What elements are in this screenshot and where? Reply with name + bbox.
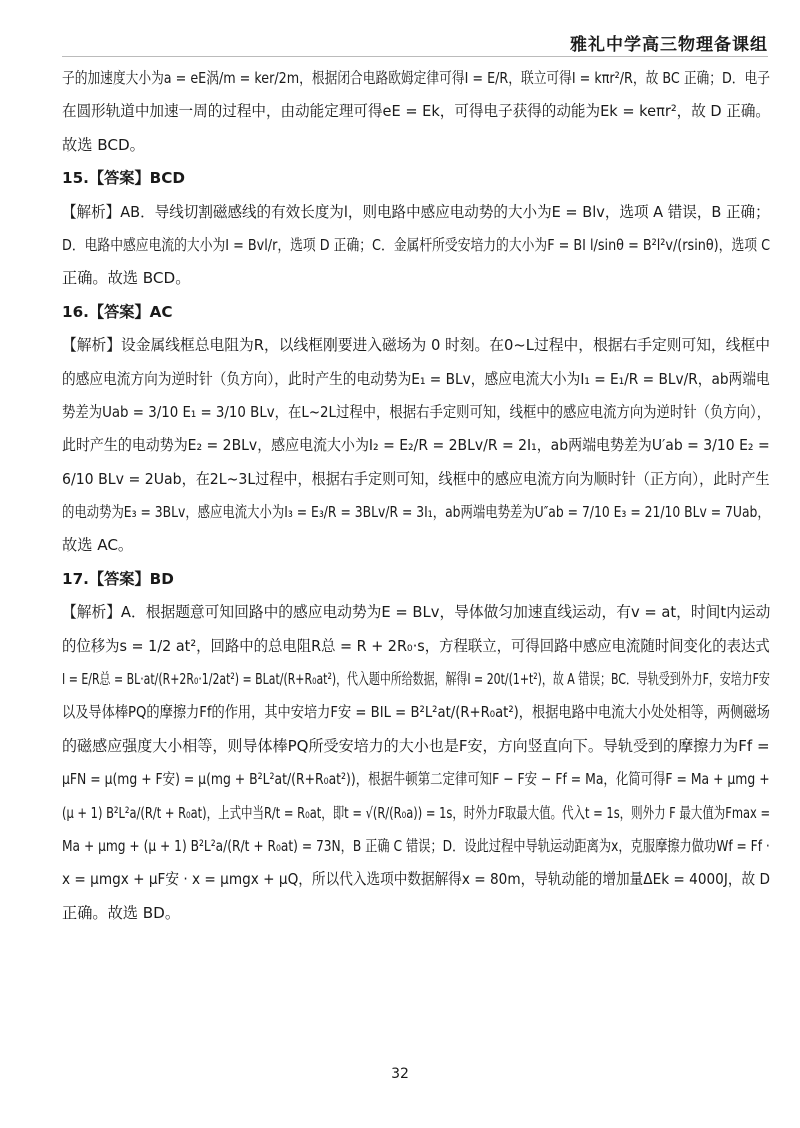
- text-line: 子的加速度大小为a = eE涡/m = ker/2m，根据闭合电路欧姆定律可得I = E/R，联立可得I = kπr²/R，故 BC 正确；D．电子: [62, 69, 770, 87]
- header-divider: [62, 56, 768, 57]
- text-line: 的磁感应强度大小相等，则导体棒PQ所受安培力的大小也是F安，方向竖直向下。导轨受到的摩擦力为Ff =: [62, 736, 770, 755]
- page-number: 32: [391, 1066, 409, 1082]
- text-line: 故选 BCD。: [62, 135, 145, 154]
- text-line: 势差为Uab = 3/10 E₁ = 3/10 BLv，在L~2L过程中，根据右手定则可知，线框中的感应电流方向为逆时针（负方向），: [62, 402, 771, 421]
- text-line: 【解析】A．根据题意可知回路中的感应电动势为E = BLv，导体做匀加速直线运动，有v = at，时间t内运动: [62, 603, 771, 622]
- answer-heading: 15.【答案】BCD: [62, 169, 185, 188]
- page-header-school: 雅礼中学高三物理备课组: [570, 35, 768, 55]
- text-line: (μ + 1) B²L²a/(R/t + R₀at)，上式中当R/t = R₀at，即t = √(R/(R₀a)) = 1s，时外力F取最大值。代入t = 1s，则外力 F 最大值为Fmax =: [62, 803, 771, 822]
- solution-text: [62, 62, 770, 930]
- text-line: 6/10 BLv = 2Uab，在2L~3L过程中，根据右手定则可知，线框中的感应电流方向为顺时针（正方向），此时产生: [62, 469, 770, 488]
- text-line: 故选 AC。: [62, 536, 134, 555]
- text-line: Ma + μmg + (μ + 1) B²L²a/(R/t + R₀at) = 73N，B 正确 C 错误；D．设此过程中导轨运动距离为x，克服摩擦力做功Wf = Ff ·: [62, 836, 770, 855]
- answer-heading: 17.【答案】BD: [62, 569, 174, 588]
- answer-heading: 16.【答案】AC: [62, 302, 173, 321]
- text-line: 正确。故选 BD。: [62, 903, 181, 922]
- text-line: 【解析】AB．导线切割磁感线的有效长度为l，则电路中感应电动势的大小为E = Blv，选项 A 错误，B 正确；: [62, 202, 770, 221]
- text-line: 正确。故选 BCD。: [62, 269, 191, 288]
- text-line: D．电路中感应电流的大小为I = Bvl/r，选项 D 正确；C．金属杆所受安培力的大小为F = BI l/sinθ = B²l²v/(rsinθ)，选项 C: [62, 235, 771, 254]
- text-line: 在圆形轨道中加速一周的过程中，由动能定理可得eE = Ek，可得电子获得的动能为Ek = keπr²，故 D 正确。: [62, 102, 771, 121]
- text-line: 以及导体棒PQ的摩擦力Ff的作用，其中安培力F安 = BIL = B²L²at/(R+R₀at²)，根据电路中电流大小处处相等，两侧磁场: [62, 703, 770, 722]
- text-line: 的电动势为E₃ = 3BLv，感应电流大小为I₃ = E₃/R = 3BLv/R = 3I₁，ab两端电势差为U″ab = 7/10 E₃ = 21/10 BLv = 7Uab，: [62, 503, 770, 522]
- text-line: I = E/R总 = BL·at/(R+2R₀·1/2at²) = BLat/(R+R₀at²)，代入题中所给数据，解得I = 20t/(1+t²)，故 A 错误；BC．导轨受到外力F，安培力F安: [62, 670, 770, 689]
- text-line: μFN = μ(mg + F安) = μ(mg + B²L²at/(R+R₀at²))，根据牛顿第二定律可知F − F安 − Ff = Ma，化简可得F = Ma + μmg +: [62, 770, 770, 789]
- text-line: 此时产生的电动势为E₂ = 2BLv，感应电流大小为I₂ = E₂/R = 2BLv/R = 2I₁，ab两端电势差为U′ab = 3/10 E₂ =: [62, 436, 770, 455]
- text-line: 的感应电流方向为逆时针（负方向），此时产生的电动势为E₁ = BLv，感应电流大小为I₁ = E₁/R = BLv/R，ab两端电: [62, 369, 770, 388]
- text-line: 【解析】设金属线框总电阻为R，以线框刚要进入磁场为 0 时刻。在0~L过程中，根据右手定则可知，线框中: [62, 336, 770, 355]
- text-line: x = μmgx + μF安 · x = μmgx + μQ，所以代入选项中数据解得x = 80m，导轨动能的增加量ΔEk = 4000J，故 D: [62, 870, 770, 889]
- text-line: 的位移为s = 1/2 at²，回路中的总电阻R总 = R + 2R₀·s，方程联立，可得回路中感应电流随时间变化的表达式: [62, 636, 770, 655]
